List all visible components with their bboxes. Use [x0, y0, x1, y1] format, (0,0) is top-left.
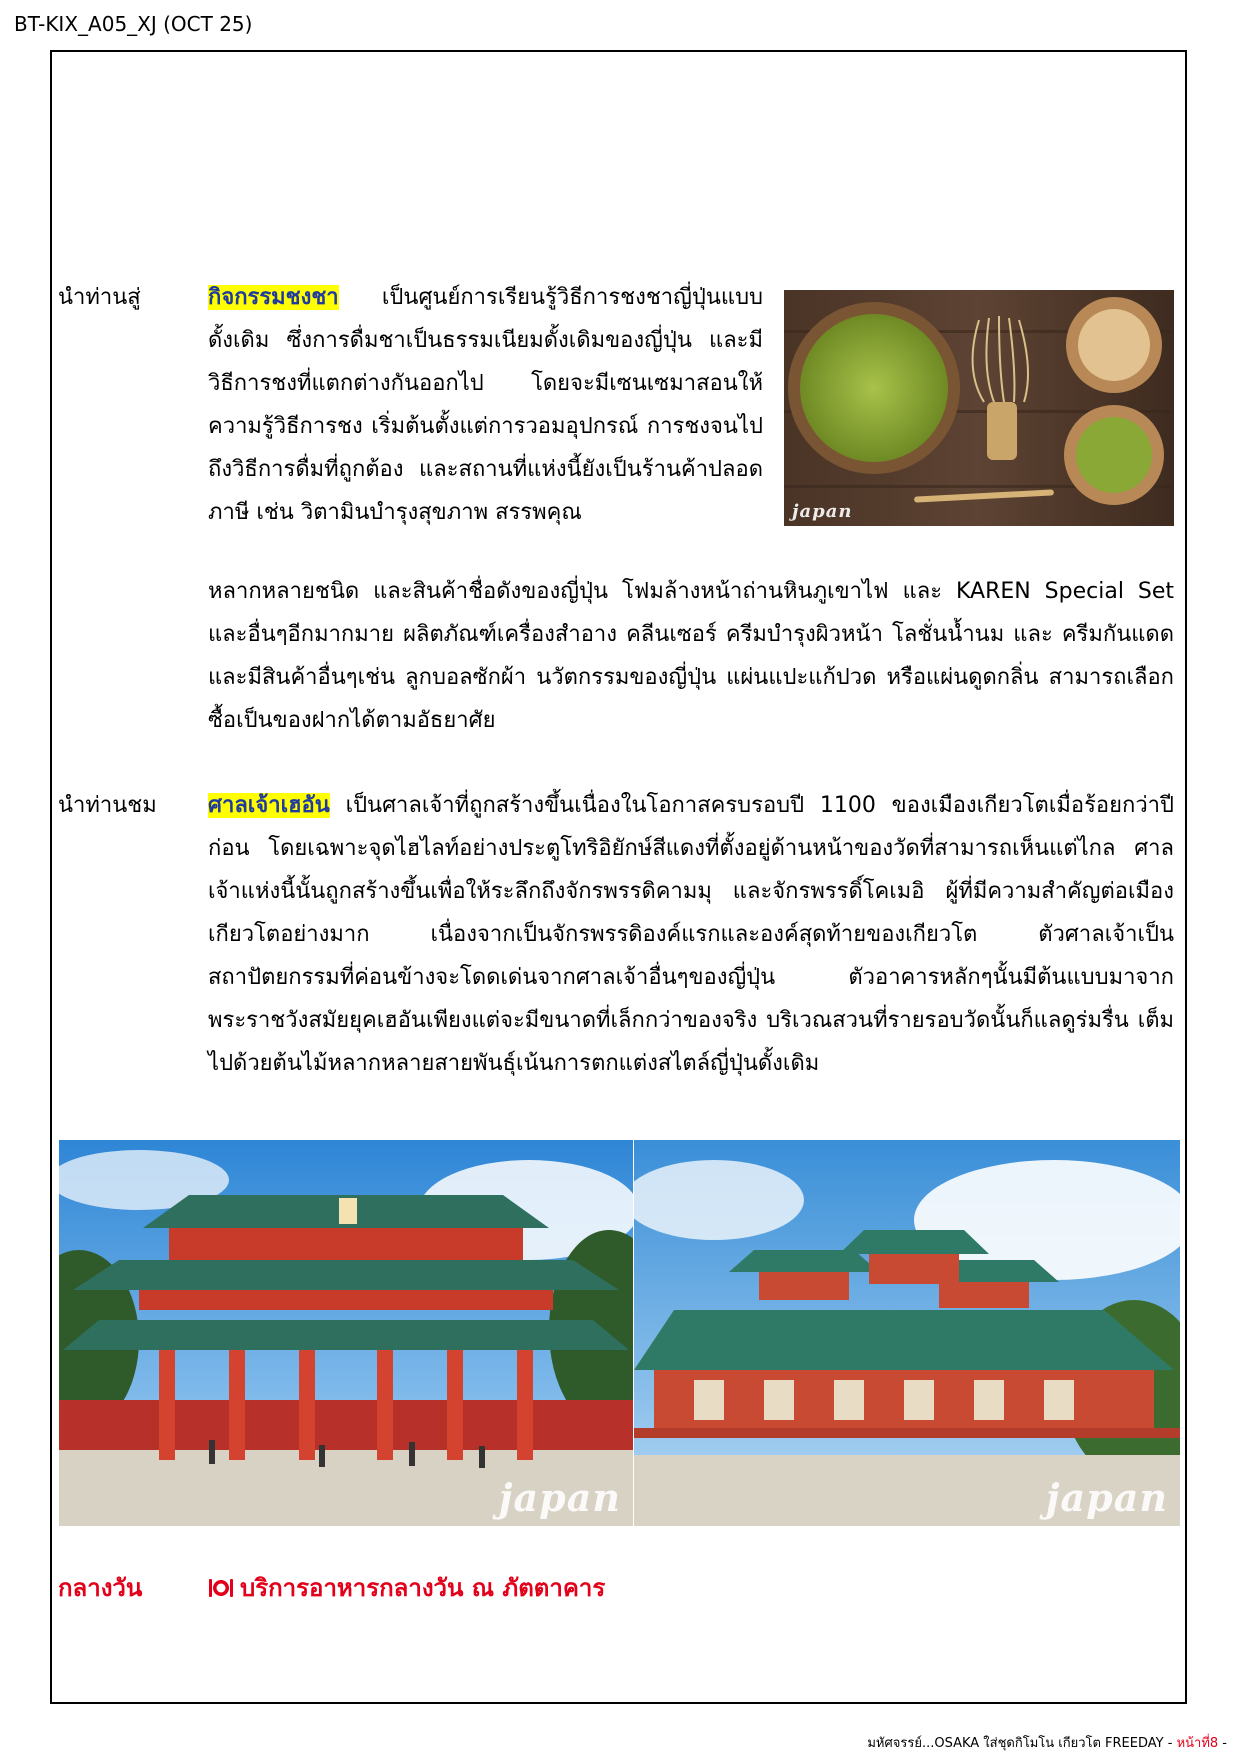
section1-paragraph-continued: หลากหลายชนิด และสินค้าชื่อดังของญี่ปุ่น โฟมล้างหน้าถ่านหินภูเขาไฟ และ KAREN Special Set และอื่นๆอีกมากมาย ผลิตภัณฑ์เครื่องสำอาง คลีนเซอร์ ครีมบำรุงผิวหน้า โลชั่นน้ำนม และ ครีมกันแดด และมีสินค้าอื่นๆเช่น ลูกบอลซักผ้า นวัตกรรมของญี่ปุ่น แผ่นแปะแก้ปวด หรือแผ่นดูดกลิ่น สามารถเลือกซื้อเป็นของฝากได้ตามอัธยาศัย [208, 579, 1174, 733]
page-footer [867, 1735, 1227, 1753]
plate-utensils-icon [208, 1577, 234, 1599]
page-number: หน้าที่8 [1176, 1736, 1219, 1751]
section1-label: นำท่านสู่ [58, 285, 141, 310]
heian-gate-watermark: japan [498, 1475, 621, 1520]
section2-paragraph [208, 784, 1174, 1085]
section2-label: นำท่านชม [58, 793, 157, 818]
matcha-photo [784, 290, 1174, 526]
footer-text: มหัศจรรย์...OSAKA ใส่ชุดกิโมโน เกียวโต FREEDAY - [867, 1736, 1177, 1751]
matcha-illustration [784, 290, 1174, 526]
lunch-line [208, 1571, 605, 1605]
lunch-text: บริการอาหารกลางวัน ณ ภัตตาคาร [240, 1574, 606, 1602]
document-code: BT-KIX_A05_XJ (OCT 25) [14, 12, 253, 36]
heian-hall-watermark: japan [1045, 1475, 1168, 1520]
heian-gate-illustration [59, 1140, 633, 1526]
section2-highlight: ศาลเจ้าเฮอัน [208, 793, 330, 818]
section1-highlight: กิจกรรมชงชา [208, 285, 339, 310]
heian-gate-photo [59, 1140, 633, 1526]
heian-hall-photo [634, 1140, 1180, 1526]
section1-paragraph [208, 276, 763, 577]
section2-text: เป็นศาลเจ้าที่ถูกสร้างขึ้นเนื่องในโอกาสครบรอบปี 1100 ของเมืองเกียวโตเมื่อร้อยกว่าปีก่อน โดยเฉพาะจุดไฮไลท์อย่างประตูโทริอิยักษ์สีแดงที่ตั้งอยู่ด้านหน้าของวัดที่สามารถเห็นแต่ไกล ศาลเจ้าแห่งนี้นั้นถูกสร้างขึ้นเพื่อให้ระลึกถึงจักรพรรดิคามมุ และจักรพรรดิ์โคเมอิ ผู้ที่มีความสำคัญต่อเมืองเกียวโตอย่างมาก เนื่องจากเป็นจักรพรรดิองค์แรกและองค์สุดท้ายของเกียวโต ตัวศาลเจ้าเป็นสถาปัตยกรรมที่ค่อนข้างจะโดดเด่นจากศาลเจ้าอื่นๆของญี่ปุ่น ตัวอาคารหลักๆนั้นมีต้นแบบมาจากพระราชวังสมัยยุคเฮอันเพียงแต่จะมีขนาดที่เล็กกว่าของจริง บริเวณสวนที่รายรอบวัดนั้นก็แลดูร่มรื่น เต็มไปด้วยต้นไม้หลากหลายสายพันธุ์เน้นการตกแต่งสไตล์ญี่ปุ่นดั้งเดิม [208, 793, 1174, 1076]
footer-dash: - [1218, 1736, 1227, 1751]
heian-hall-illustration [634, 1140, 1180, 1526]
lunch-label: กลางวัน [58, 1574, 143, 1602]
section1-text-intro: เป็นศูนย์การเรียนรู้วิธีการชงชาญี่ปุ่นแบบดั้งเดิม ซึ่งการดื่มชาเป็นธรรมเนียมดั้งเดิมของญี่ปุ่น และมีวิธีการชงที่แตกต่างกันออกไป โดยจะมีเซนเซมาสอนให้ความรู้วิธีการชง เริ่มต้นตั้งแต่การวอมอุปกรณ์ การชงจนไปถึงวิธีการดื่มที่ถูกต้อง และสถานที่แห่งนี้ยังเป็นร้านค้าปลอดภาษี เช่น วิตามินบำรุงสุขภาพ สรรพคุณ [208, 285, 763, 525]
matcha-watermark: japan [792, 501, 853, 522]
